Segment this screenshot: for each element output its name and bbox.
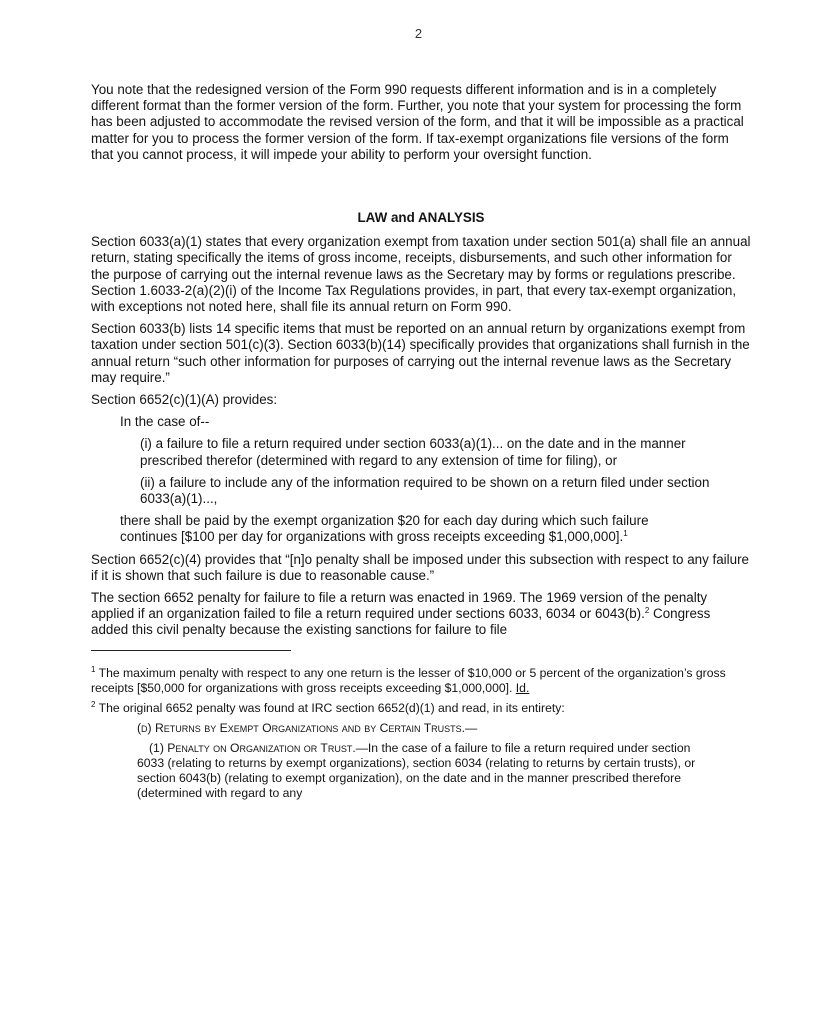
footnote-ref-1: 1 bbox=[623, 529, 628, 539]
intro-paragraph: You note that the redesigned version of the Form 990 requests different information and is in a completely different format than the former version of the form. Further, you note that your system for processing the form has been adjusted to accommodate the revised version of the form, and that it will be impossible as a practical matter for you to process the former version of the form. If tax-exempt organizations file versions of the form that you cannot process, it will impede your ability to perform your oversight function. bbox=[91, 82, 744, 162]
footnote-2-paragraph-1-heading: (1) Penalty on Organization or Trust. bbox=[149, 740, 356, 755]
page-number: 2 bbox=[414, 26, 423, 41]
document-body bbox=[91, 82, 751, 806]
footnote-1-cite: Id. bbox=[515, 680, 530, 695]
history-text-a: The section 6652 penalty for failure to file a return was enacted in 1969. The 1969 version of the penalty applied if an organization failed to file a return required under sections 6033, 6034 or 6043(b). bbox=[91, 590, 708, 622]
quote-penalty bbox=[120, 513, 751, 545]
footnote-1-text: The maximum penalty with respect to any one return is the lesser of $10,000 or 5 percent of the organization’s gross receipts [$50,000 for organizations with gross receipts exceeding $1,000,000]. bbox=[91, 665, 726, 695]
footnote-1 bbox=[91, 666, 751, 696]
paragraph-6033b: Section 6033(b) lists 14 specific items that must be reported on an annual return by organizations exempt from taxation under section 501(c)(3). Section 6033(b)(14) specifically provides that organizations shall furnish in the annual return “such other information for purposes of carrying out the internal revenue laws as the Secretary may require.” bbox=[91, 321, 750, 385]
section-heading: LAW and ANALYSIS bbox=[357, 210, 485, 226]
paragraph-6033a: Section 6033(a)(1) states that every organization exempt from taxation under section 501(a) shall file an annual return, stating specifically the items of gross income, receipts, disbursements, and such other information for the purpose of carrying out the internal revenue laws as the Secretary may by forms or regulations prescribe. Section 1.6033-2(a)(2)(i) of the Income Tax Regulations provides, in part, that every tax-exempt organization, with exceptions not noted here, shall file its annual return on Form 990. bbox=[91, 234, 751, 315]
history-text-b: Congress added this civil penalty because the existing sanctions for failure to file bbox=[91, 606, 711, 638]
footnotes bbox=[91, 666, 751, 801]
footnote-2-paragraph-1-body: —In the case of a failure to file a return required under section 6033 (relating to returns by exempt organizations), section 6034 (relating to returns by certain trusts), or section 6043(b) (relating to exempt organization), on the date and in the manner prescribed therefore (determined with regard to any bbox=[137, 740, 696, 800]
paragraph-6652-intro: Section 6652(c)(1)(A) provides: bbox=[91, 392, 278, 408]
footnote-1-number: 1 bbox=[91, 664, 96, 674]
footnote-2-number: 2 bbox=[91, 699, 96, 709]
paragraph-history bbox=[91, 590, 751, 639]
footnote-2-paragraph-1 bbox=[137, 741, 751, 801]
quote-item-ii: (ii) a failure to include any of the information required to be shown on a return filed under section 6033(a)(1)..., bbox=[140, 474, 710, 507]
footnote-2 bbox=[91, 701, 751, 716]
footnote-2-text: The original 6652 penalty was found at IRC section 6652(d)(1) and read, in its entirety: bbox=[95, 700, 565, 715]
quote-penalty-text: there shall be paid by the exempt organization $20 for each day during which such failure continues [$100 per day for organizations with gross receipts exceeding $1,000,000]. bbox=[120, 513, 649, 545]
quote-item-i: (i) a failure to file a return required under section 6033(a)(1)... on the date and in the manner prescribed therefor (determined with regard to any extension of time for filing), or bbox=[140, 436, 686, 468]
footnote-divider bbox=[91, 650, 291, 651]
footnote-2-subsection-d: (d) Returns by Exempt Organizations and by Certain Trusts.— bbox=[137, 720, 478, 735]
paragraph-6652c4: Section 6652(c)(4) provides that “[n]o penalty shall be imposed under this subsection with respect to any failure if it is shown that such failure is due to reasonable cause.” bbox=[91, 551, 749, 583]
footnote-ref-2: 2 bbox=[644, 606, 650, 616]
quote-lead-in: In the case of-- bbox=[120, 414, 210, 430]
